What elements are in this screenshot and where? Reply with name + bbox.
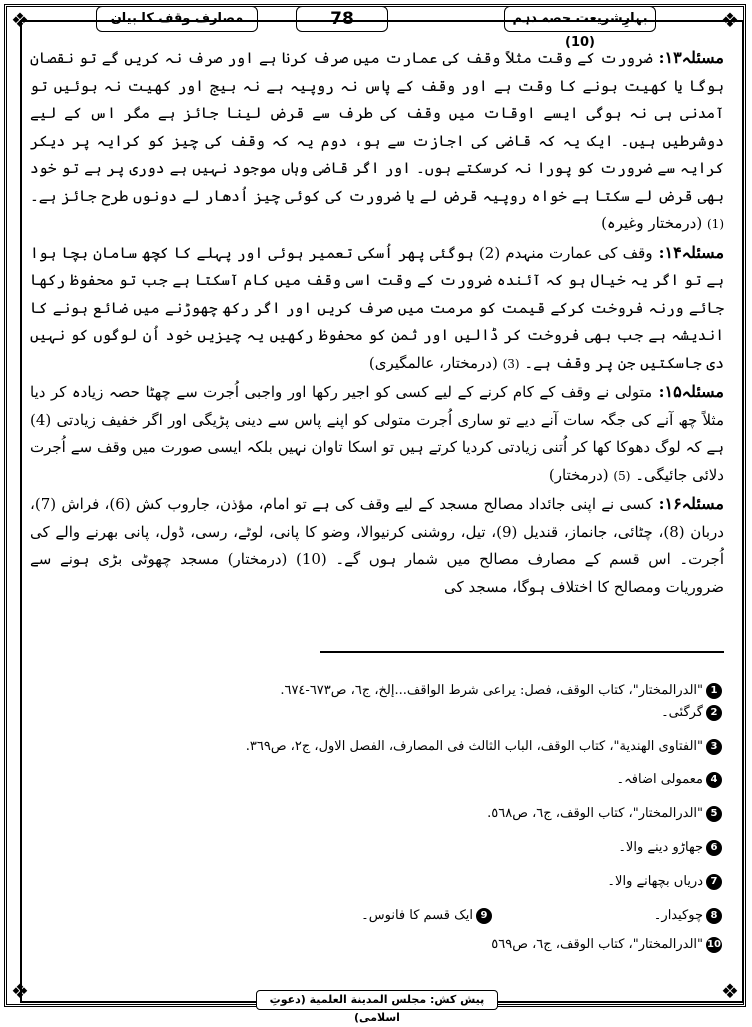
footnote-6 (618, 838, 722, 858)
footnote-text: گرگئی۔ (661, 705, 703, 720)
footnote-text: دریاں بچھانے والا۔ (607, 874, 703, 889)
corner-ornament-icon: ❖ (11, 979, 29, 1003)
footnote-3 (246, 737, 722, 757)
footnote-divider (320, 651, 724, 653)
footnote-9 (361, 906, 492, 926)
footnote-number: 10 (706, 937, 722, 953)
masala-label: مسئلہ۱۴: (658, 242, 725, 262)
footnote-number: 5 (706, 806, 722, 822)
footnote-1 (280, 681, 722, 701)
footnote-5 (487, 804, 722, 824)
masala-source: (درمختار) (548, 465, 609, 484)
masala-text: ضرورت کے وقت مثلاً وقف کی عمارت میں صرف کرنا ہے اور صرف نہ کریں گے تو نقصان ہوگا یا کھیت بونے کا وقت ہے اور وقف کے پاس نہ روپیہ ہے نہ بیج اور کھیت نہ بوئیں تو آمدنی ہی نہ ہوگی ایسے اوقات میں وقف کی طرف سے قرض لینا جائز ہے مگر اس کے لیے دوشرطیں ہیں۔ ایک یہ کہ قاضی کی اجازت سے ہو، دوم یہ کہ وقف کی چیز کو کرایہ پر دیکر کرایہ سے ضرورت کو پورا نہ کرسکتے ہوں۔ اور اگر قاضی وہاں موجود نہیں ہے دوری پر ہے تو خود بھی قرض لے سکتا ہے خواہ روپیہ قرض لے یا ضرورت کی کوئی چیز اُدھار لے دونوں طرح جائز ہے۔ (30, 49, 724, 205)
footnote-text: "الدرالمختار"، کتاب الوقف، ج٦، ص٥٦٩ (491, 937, 703, 952)
footnote-number: 7 (706, 874, 722, 890)
footnote-number: 1 (706, 683, 722, 699)
footnote-text: "الفتاوی الھندیة"، کتاب الوقف، الباب الثالث فی المصارف، الفصل الاول، ج٢، ص٣٦٩. (245, 739, 703, 754)
masala-text: متولی نے وقف کے کام کرنے کے لیے کسی کو اجیر رکھا اور واجبی اُجرت سے چھٹا حصہ زیادہ کر دیا مثلاً چھ آنے کی جگہ سات آنے دیے تو ساری اُجرت متولی کو اپنے پاس سے دینی پڑیگی اور اگر خفیف زیادتی (4) ہے کہ لوگ دھوکا کھا کر اُتنی زیادتی کردیا کرتے ہیں تو اسکا تاوان نہیں بلکہ ایسی صورت میں وقف سے اُجرت دلائی جائیگی۔ (30, 383, 724, 484)
masala-source: (درمختار وغیرہ) (601, 214, 703, 232)
footnote-ref: (1) (706, 217, 724, 231)
footnote-ref: (3) (502, 356, 520, 371)
masala-label: مسئلہ۱۳: (658, 48, 724, 67)
footnote-8 (654, 906, 722, 926)
footnote-text: معمولی اضافہ۔ (616, 772, 703, 787)
main-text (30, 44, 724, 601)
footnote-7 (607, 872, 722, 892)
corner-ornament-icon: ❖ (11, 8, 29, 32)
footnote-text: جھاڑو دینے والا۔ (618, 840, 703, 855)
footnote-number: 2 (706, 705, 722, 721)
footnote-number: 9 (476, 908, 492, 924)
book-title: بہارِشریعت حصہ دہم (10) (504, 6, 656, 32)
masala-13 (30, 44, 724, 239)
page-header (96, 6, 656, 50)
footnote-number: 3 (706, 739, 722, 755)
masala-14 (30, 239, 724, 379)
masala-label: مسئلہ۱۵: (658, 382, 724, 401)
chapter-title: مصارف وقف کا بیان (96, 6, 258, 32)
footnote-text: ایک قسم کا فانوس۔ (361, 908, 473, 923)
masala-text: کسی نے اپنی جائداد مصالح مسجد کے لیے وقف کی ہے تو امام، مؤذن، جاروب کش (6)، فراش (7)، دربان (8)، چٹائی، جانماز، قندیل (9)، تیل، روشنی کرنیوالا، وضو کا پانی، لوٹے، رسی، ڈول، پانی بھرنے والے کی اُجرت۔ اس قسم کے مصارف مصالح میں شمار ہوں گے۔ (10) (درمختار) مسجد چھوٹی بڑی ہونے سے ضروریات ومصالح کا اختلاف ہوگا، مسجد کی (30, 495, 724, 596)
footnote-10 (491, 935, 722, 955)
footnote-number: 8 (706, 908, 722, 924)
page-number: 78 (296, 6, 388, 32)
footnote-2 (661, 703, 722, 723)
masala-label: مسئلہ۱۶: (658, 494, 724, 513)
masala-16 (30, 490, 724, 601)
footnote-text: "الدرالمختار"، کتاب الوقف، فصل: یراعی شرط الواقف...إلخ، ج٦، ص٦٧٣-٦٧٤. (280, 683, 703, 698)
publisher-footer: پیش کش: مجلس المدینة العلمیة (دعوتِ اسلامی) (256, 990, 498, 1010)
footnote-4 (617, 770, 722, 790)
masala-15 (30, 378, 724, 490)
footnote-number: 4 (706, 772, 722, 788)
corner-ornament-icon: ❖ (721, 979, 739, 1003)
corner-ornament-icon: ❖ (721, 8, 739, 32)
footnote-text: چوکیدار۔ (653, 908, 703, 923)
footnote-number: 6 (706, 840, 722, 856)
footnote-text: "الدرالمختار"، کتاب الوقف، ج٦، ص٥٦٨. (487, 806, 703, 821)
masala-source: (درمختار، عالمگیری) (368, 353, 498, 372)
footnote-ref: (5) (613, 468, 631, 483)
masala-text: وقف کی عمارت منہدم (2) ہوگئی پھر اُسکی تعمیر ہوئی اور پہلے کا کچھ سامان بچا ہوا ہے تو اگر یہ خیال ہو کہ آئندہ ضرورت کے وقت اسی وقف میں کام آسکتا ہے جب تو محفوظ رکھا جائے ورنہ فروخت کرکے قیمت کو مرمت میں صرف کریں اور اگر رکھ چھوڑنے میں ضائع ہونے کا اندیشہ ہے جب بھی فروخت کر ڈالیں اور ثمن کو محفوظ رکھیں یہ چیزیں خود اُن لوگوں کو نہیں دی جاسکتیں جن پر وقف ہے۔ (30, 243, 724, 372)
